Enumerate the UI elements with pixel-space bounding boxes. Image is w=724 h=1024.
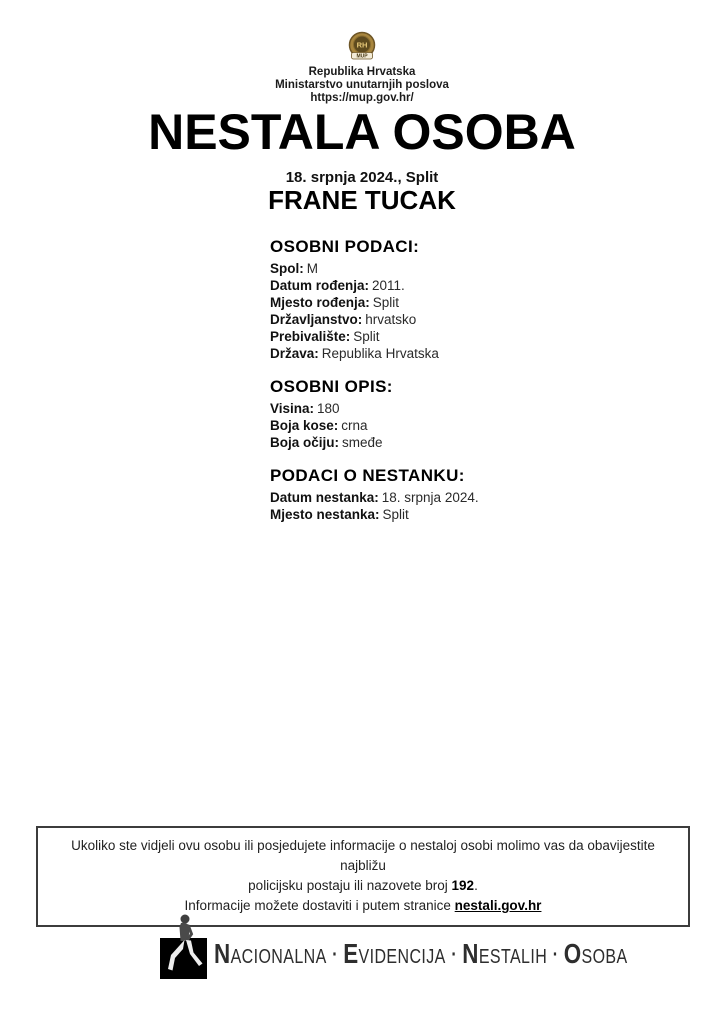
field-label: Državljanstvo: [270, 312, 363, 327]
header-ministry: Ministarstvo unutarnjih poslova [275, 79, 449, 91]
field-value: Split [372, 295, 400, 310]
walking-person-logo-icon [160, 913, 208, 979]
section-heading: OSOBNI PODACI: [270, 237, 420, 256]
national-registry-wordmark [214, 938, 628, 970]
field-label: Visina: [270, 401, 315, 416]
field-label: Boja očiju: [270, 435, 340, 450]
field-row [270, 311, 600, 328]
field-row [270, 400, 600, 417]
field-label: Datum nestanka: [270, 490, 379, 505]
field-label: Mjesto rođenja: [270, 295, 370, 310]
field-row [270, 345, 600, 362]
field-value: smeđe [342, 435, 383, 450]
wordmark-separator: · [332, 944, 338, 966]
wordmark-separator: · [451, 944, 457, 966]
field-row [270, 294, 600, 311]
wordmark-word: EVIDENCIJA [343, 938, 446, 969]
section-heading: OSOBNI OPIS: [270, 377, 393, 396]
emblem-monogram: RH [356, 40, 368, 50]
date-location-subtitle: 18. srpnja 2024., Split [285, 169, 439, 186]
header-country: Republika Hrvatska [308, 66, 416, 78]
notice-text: Ukoliko ste vidjeli ovu osobu ili posjedujete informacije o nestaloj osobi molimo vas da obavijestite najbližu [71, 838, 655, 873]
notice-line-1 [48, 836, 678, 876]
field-row [270, 489, 600, 506]
field-row [270, 506, 600, 523]
government-header [0, 31, 724, 105]
field-value: hrvatsko [365, 312, 417, 327]
section-disappearance-data [270, 466, 600, 523]
nestali-gov-hr-link[interactable]: nestali.gov.hr [454, 898, 542, 913]
notice-line-2 [48, 876, 678, 896]
wordmark-word: OSOBA [563, 938, 628, 969]
field-row [270, 434, 600, 451]
field-value: 18. srpnja 2024. [381, 490, 479, 505]
section-personal-description [270, 377, 600, 451]
header-url[interactable]: https://mup.gov.hr/ [310, 92, 414, 104]
section-personal-data [270, 237, 600, 362]
person-info [270, 237, 600, 538]
person-name: FRANE TUCAK [268, 185, 456, 215]
emblem-banner-text: MUP [356, 53, 368, 60]
field-value: 180 [317, 401, 340, 416]
field-label: Datum rođenja: [270, 278, 370, 293]
field-value: 2011. [372, 278, 405, 293]
field-label: Spol: [270, 261, 304, 276]
emergency-number: 192 [451, 878, 475, 893]
notice-text: Informacije možete dostaviti i putem stranice [184, 898, 455, 913]
field-value: crna [341, 418, 368, 433]
field-label: Mjesto nestanka: [270, 507, 380, 522]
field-label: Boja kose: [270, 418, 339, 433]
field-row [270, 328, 600, 345]
wordmark-word: NACIONALNA [214, 938, 327, 969]
section-heading: PODACI O NESTANKU: [270, 466, 465, 485]
wordmark-word: NESTALIH [462, 938, 548, 969]
notice-box [36, 826, 690, 927]
field-value: Republika Hrvatska [321, 346, 439, 361]
field-row [270, 260, 600, 277]
notice-line-3 [48, 896, 678, 916]
notice-text: policijsku postaju ili nazovete broj [248, 878, 452, 893]
field-row [270, 277, 600, 294]
field-label: Država: [270, 346, 319, 361]
field-value: Split [353, 329, 380, 344]
notice-text: . [474, 878, 478, 893]
field-value: Split [382, 507, 409, 522]
field-row [270, 417, 600, 434]
wordmark-separator: · [552, 944, 559, 966]
mup-emblem-icon [347, 31, 377, 65]
field-label: Prebivalište: [270, 329, 351, 344]
field-value: M [306, 261, 318, 276]
page-title: NESTALA OSOBA [148, 104, 576, 160]
